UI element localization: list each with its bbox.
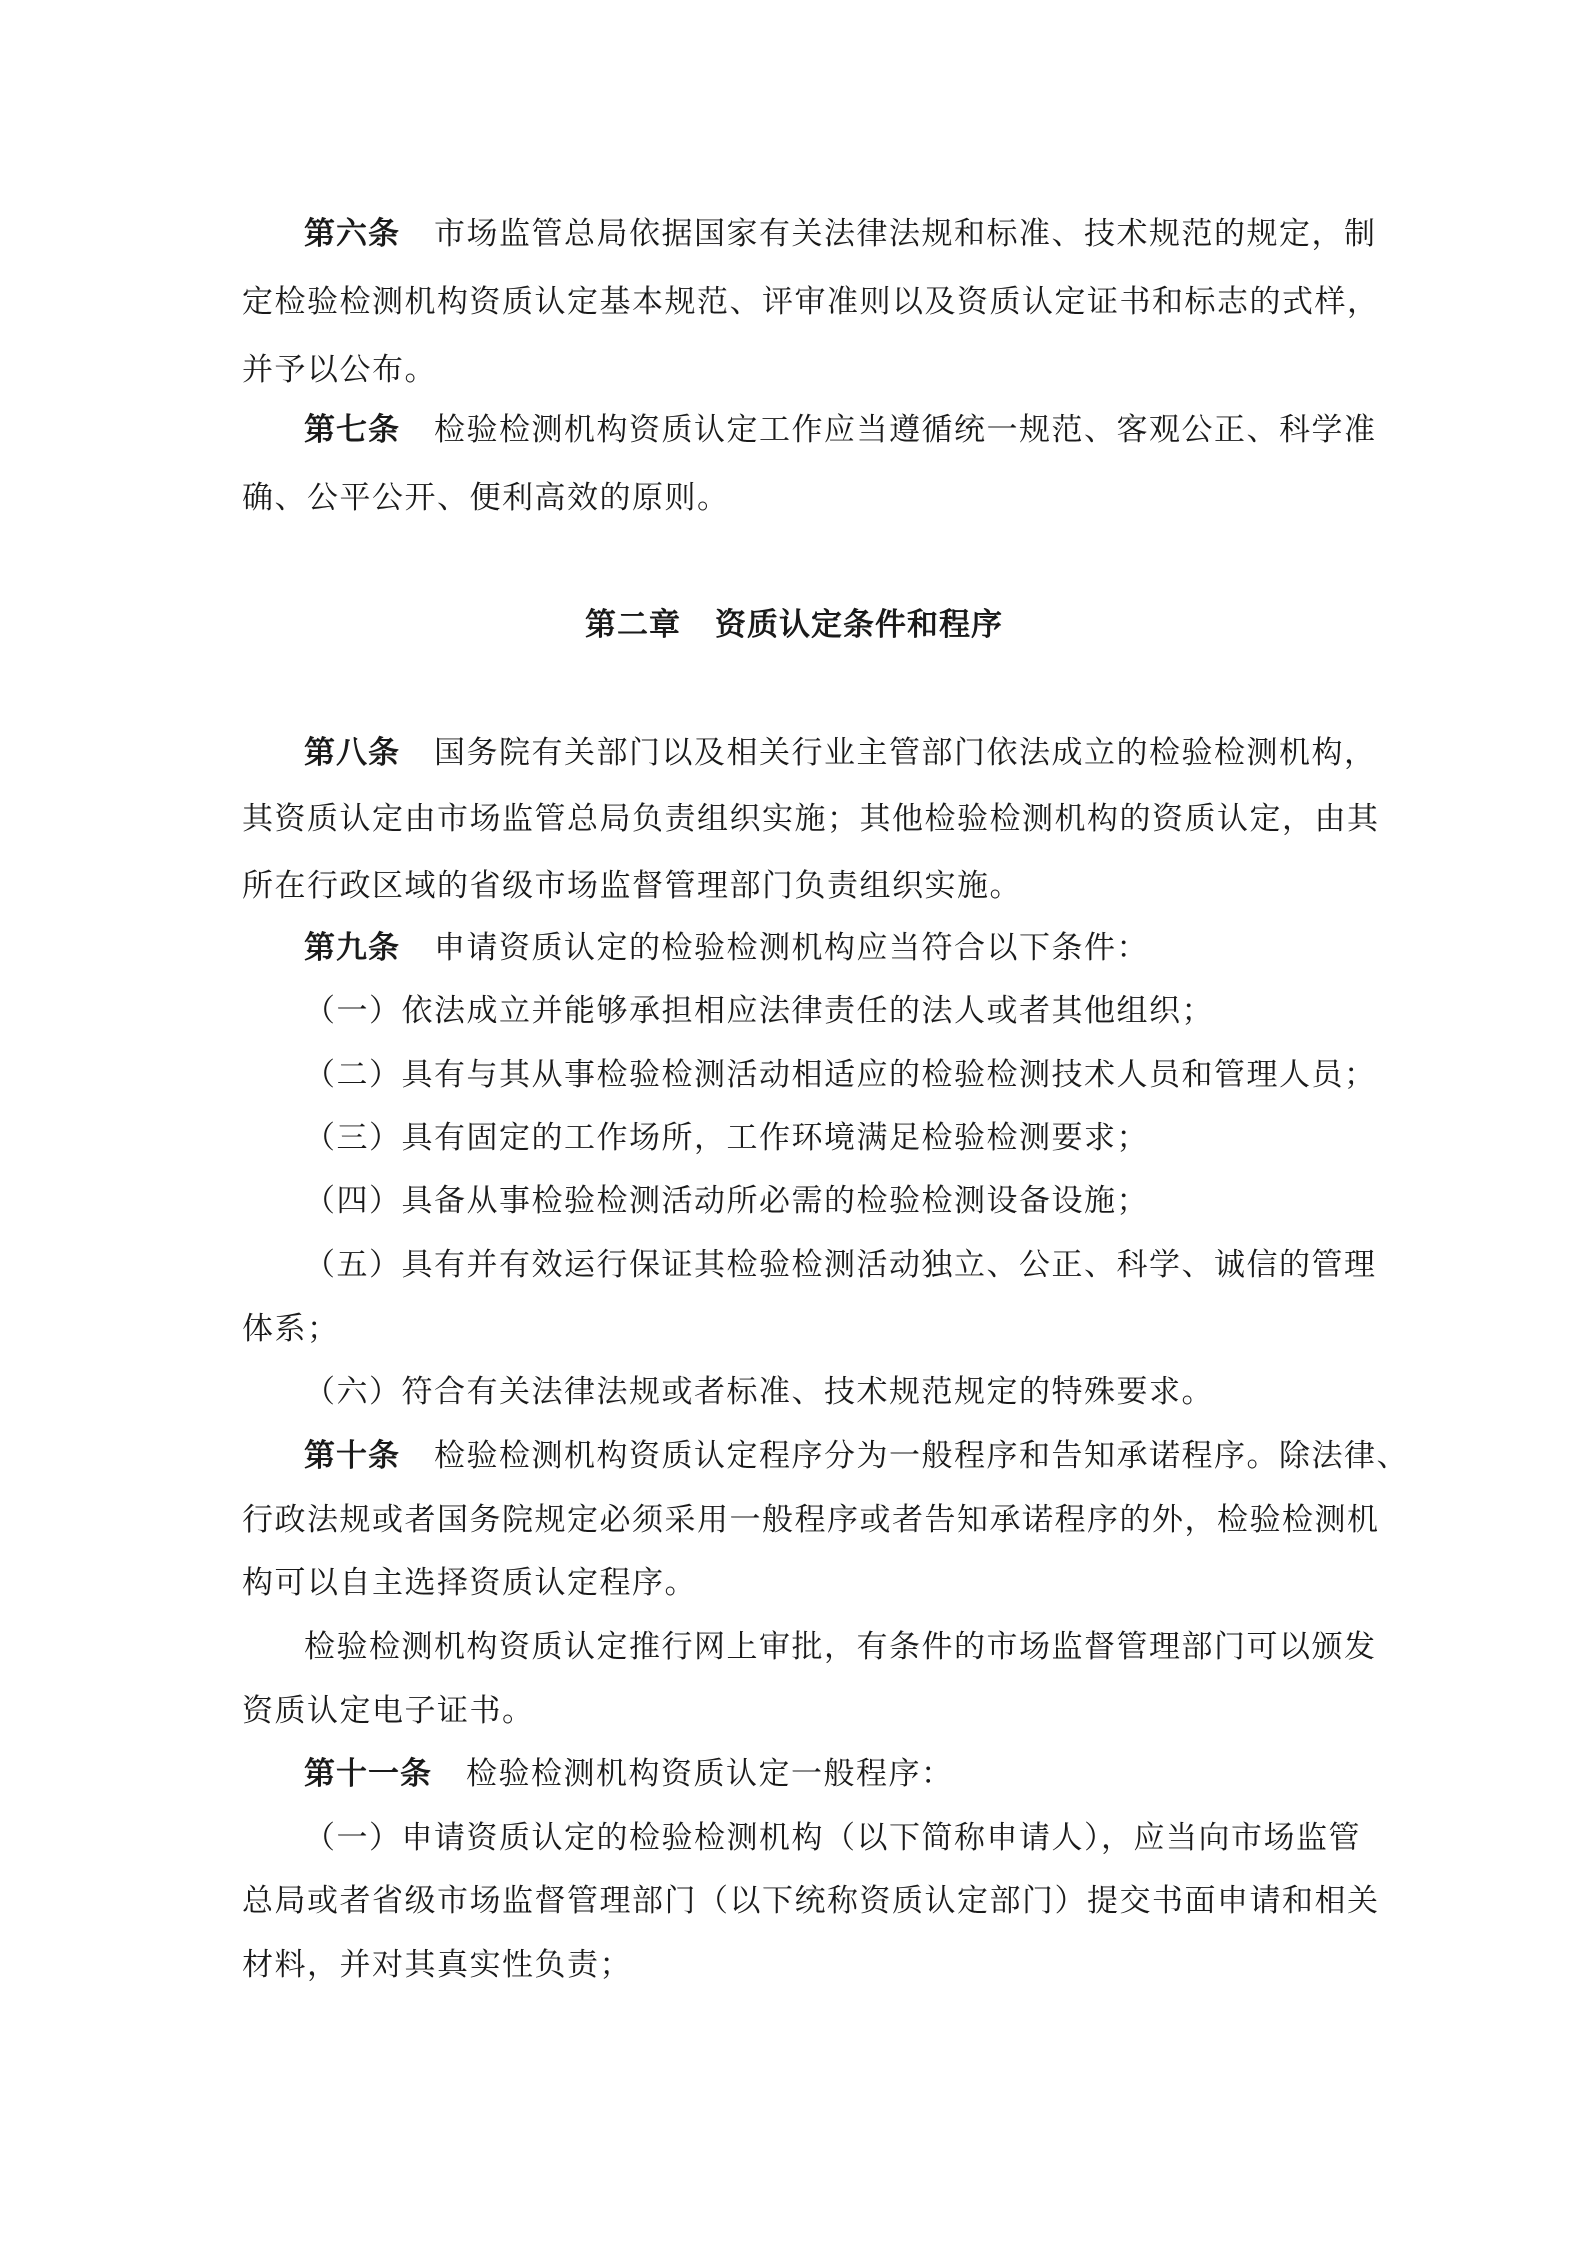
article-10-line-1 bbox=[304, 1436, 1409, 1476]
article-10-para-2-line-1: 检验检测机构资质认定推行网上审批，有条件的市场监督管理部门可以颁发 bbox=[304, 1629, 1377, 1665]
article-9-item-6: （六）符合有关法律法规或者标准、技术规范规定的特殊要求。 bbox=[304, 1374, 1214, 1410]
article-8-label: 第八条 bbox=[304, 735, 400, 771]
article-9-label: 第九条 bbox=[304, 930, 400, 966]
article-10-para-2-line-2: 资质认定电子证书。 bbox=[242, 1693, 535, 1729]
article-7-text: 检验检测机构资质认定工作应当遵循统一规范、客观公正、科学准 bbox=[434, 412, 1377, 448]
article-11-label: 第十一条 bbox=[304, 1756, 432, 1792]
article-8-line-3: 所在行政区域的省级市场监督管理部门负责组织实施。 bbox=[242, 868, 1022, 904]
chapter-heading bbox=[0, 605, 1588, 645]
article-6-line-3: 并予以公布。 bbox=[242, 352, 437, 388]
article-10-label: 第十条 bbox=[304, 1438, 400, 1474]
article-11-item-1-line-2: 总局或者省级市场监督管理部门（以下统称资质认定部门）提交书面申请和相关 bbox=[242, 1883, 1380, 1919]
article-8-text: 国务院有关部门以及相关行业主管部门依法成立的检验检测机构， bbox=[434, 735, 1377, 771]
chapter-title: 资质认定条件和程序 bbox=[715, 607, 1003, 643]
article-6-label: 第六条 bbox=[304, 216, 400, 252]
article-11-item-1-line-3: 材料，并对其真实性负责； bbox=[242, 1947, 632, 1983]
article-9-item-3: （三）具有固定的工作场所，工作环境满足检验检测要求； bbox=[304, 1120, 1149, 1156]
article-7-label: 第七条 bbox=[304, 412, 400, 448]
article-10-text: 检验检测机构资质认定程序分为一般程序和告知承诺程序。除法律、 bbox=[434, 1438, 1409, 1474]
article-11-item-1-line-1: （一）申请资质认定的检验检测机构（以下简称申请人），应当向市场监管 bbox=[304, 1820, 1361, 1856]
article-6-text: 市场监管总局依据国家有关法律法规和标准、技术规范的规定，制 bbox=[434, 216, 1377, 252]
article-6-line-1 bbox=[304, 214, 1377, 254]
article-9-item-5-line-1: （五）具有并有效运行保证其检验检测活动独立、公正、科学、诚信的管理 bbox=[304, 1247, 1377, 1283]
chapter-number: 第二章 bbox=[585, 607, 681, 643]
article-9-line-1 bbox=[304, 928, 1149, 968]
article-9-item-5-line-2: 体系； bbox=[242, 1311, 340, 1347]
article-9-item-2: （二）具有与其从事检验检测活动相适应的检验检测技术人员和管理人员； bbox=[304, 1057, 1377, 1093]
article-11-text: 检验检测机构资质认定一般程序： bbox=[466, 1756, 954, 1792]
article-11-line-1 bbox=[304, 1754, 954, 1794]
article-10-line-3: 构可以自主选择资质认定程序。 bbox=[242, 1565, 697, 1601]
article-9-item-4: （四）具备从事检验检测活动所必需的检验检测设备设施； bbox=[304, 1183, 1149, 1219]
article-7-line-2: 确、公平公开、便利高效的原则。 bbox=[242, 480, 730, 516]
article-6-line-2: 定检验检测机构资质认定基本规范、评审准则以及资质认定证书和标志的式样， bbox=[242, 284, 1380, 320]
article-9-item-1: （一）依法成立并能够承担相应法律责任的法人或者其他组织； bbox=[304, 993, 1214, 1029]
article-9-text: 申请资质认定的检验检测机构应当符合以下条件： bbox=[434, 930, 1149, 966]
article-10-line-2: 行政法规或者国务院规定必须采用一般程序或者告知承诺程序的外，检验检测机 bbox=[242, 1502, 1380, 1538]
article-8-line-1 bbox=[304, 733, 1377, 773]
article-8-line-2: 其资质认定由市场监管总局负责组织实施；其他检验检测机构的资质认定，由其 bbox=[242, 801, 1380, 837]
article-7-line-1 bbox=[304, 410, 1377, 450]
